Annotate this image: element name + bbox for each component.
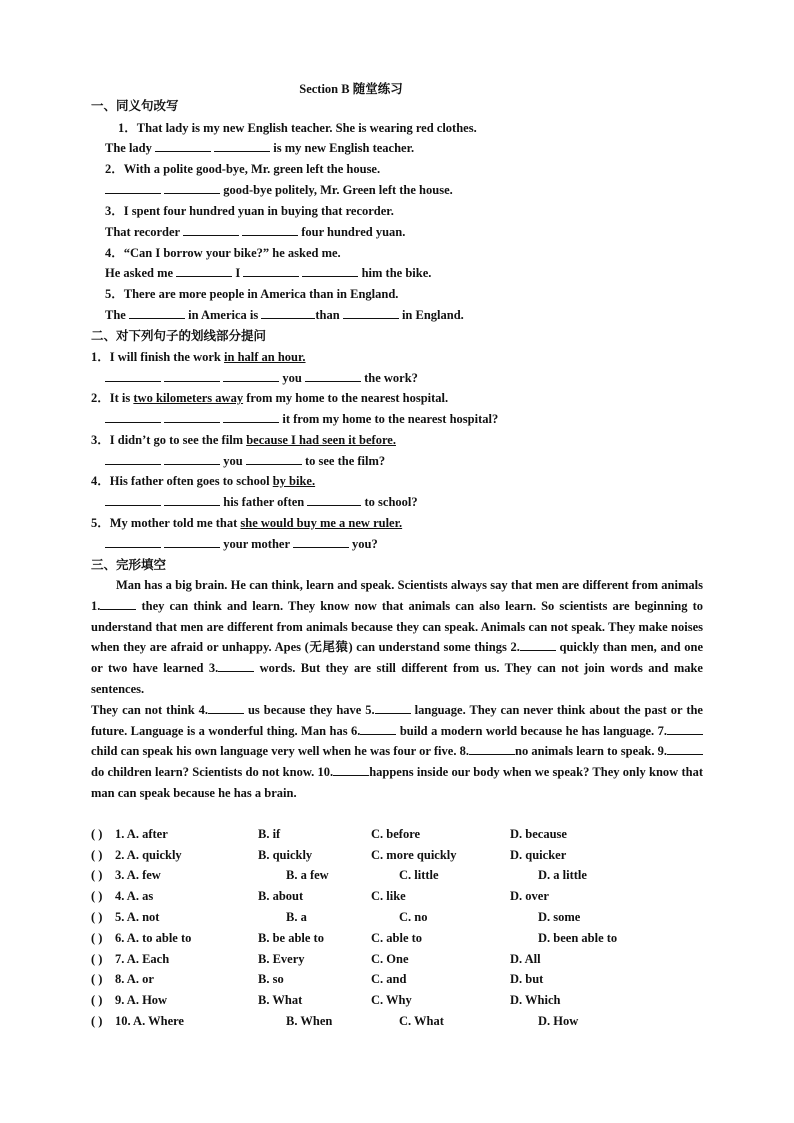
- blank[interactable]: [375, 701, 411, 714]
- blank[interactable]: [667, 742, 703, 755]
- s1-a3: [105, 224, 405, 240]
- blank[interactable]: [164, 453, 220, 465]
- option-c[interactable]: C. One: [371, 952, 409, 966]
- p1-t3: quickly than men, and one or two have learned 3.: [91, 640, 703, 676]
- blank[interactable]: [164, 494, 220, 506]
- option-a[interactable]: 9. A. How: [115, 993, 168, 1007]
- p2-t1: They can not think 4.: [91, 702, 208, 717]
- s1-q5: 5．There are more people in America than in England.: [105, 287, 399, 301]
- option-b[interactable]: B. Every: [258, 952, 305, 966]
- option-c[interactable]: C. little: [399, 868, 439, 882]
- blank[interactable]: [214, 140, 270, 152]
- blank[interactable]: [333, 763, 369, 776]
- s1-a3-pre: That recorder: [105, 225, 180, 239]
- option-b[interactable]: B. a few: [286, 868, 329, 882]
- s2-q1-underlined: in half an hour.: [224, 350, 306, 364]
- s1-a1-pre: The lady: [105, 141, 152, 155]
- option-a[interactable]: 2. A. quickly: [115, 848, 182, 862]
- blank[interactable]: [293, 536, 349, 548]
- option-c[interactable]: C. able to: [371, 931, 423, 945]
- blank[interactable]: [223, 411, 279, 423]
- option-d[interactable]: D. Which: [510, 993, 561, 1007]
- option-c[interactable]: C. more quickly: [371, 848, 457, 862]
- s1-a5-mid: in America is: [188, 308, 259, 322]
- s2-a3-post: to see the film?: [304, 454, 386, 468]
- answer-paren[interactable]: ( ): [91, 848, 103, 862]
- s2-q5-text: 5．My mother told me that: [91, 516, 241, 530]
- cloze-paragraph-1: [91, 575, 703, 700]
- blank[interactable]: [183, 224, 239, 236]
- blank[interactable]: [246, 453, 302, 465]
- option-b[interactable]: B. about: [258, 889, 304, 903]
- option-d[interactable]: D. How: [538, 1014, 579, 1028]
- blank[interactable]: [218, 659, 254, 672]
- s2-q5: [91, 515, 402, 531]
- option-a[interactable]: 3. A. few: [115, 868, 161, 882]
- option-a[interactable]: 1. A. after: [115, 827, 168, 841]
- s2-q1-text: 1．I will finish the work: [91, 350, 225, 364]
- option-d[interactable]: D. because: [510, 827, 567, 841]
- option-c[interactable]: C. and: [371, 972, 407, 986]
- s2-a2-post: it from my home to the nearest hospital?: [282, 412, 499, 426]
- option-d[interactable]: D. been able to: [538, 931, 618, 945]
- s2-a1-post: the work?: [364, 371, 418, 385]
- s1-a2: [105, 182, 453, 198]
- blank[interactable]: [242, 224, 298, 236]
- s2-q5-underlined: she would buy me a new ruler.: [240, 516, 403, 530]
- answer-paren[interactable]: ( ): [91, 910, 103, 924]
- s2-a2: [105, 411, 498, 427]
- s2-a5-mid: your mother: [223, 537, 290, 551]
- s1-a4: [105, 265, 431, 281]
- s2-q3-text: 3．I didn’t go to see the film: [91, 433, 247, 447]
- s1-a4-pre: He asked me: [105, 266, 174, 280]
- s1-q2: 2．With a polite good-bye, Mr. green left the house.: [105, 162, 381, 176]
- s1-a1-post: is my new English teacher.: [273, 141, 415, 155]
- s2-a4: [105, 494, 418, 510]
- option-d[interactable]: D. but: [510, 972, 544, 986]
- option-b[interactable]: B. so: [258, 972, 284, 986]
- s2-a4-mid: his father often: [223, 495, 305, 509]
- option-row: [91, 848, 703, 868]
- blank[interactable]: [105, 453, 161, 465]
- blank[interactable]: [302, 265, 358, 277]
- blank[interactable]: [105, 494, 161, 506]
- s2-a3-mid: you: [223, 454, 243, 468]
- s2-a1-mid: you: [282, 371, 302, 385]
- option-a[interactable]: 4. A. as: [115, 889, 154, 903]
- s2-q4-underlined: by bike.: [272, 474, 316, 488]
- answer-paren[interactable]: ( ): [91, 868, 103, 882]
- option-row: [91, 972, 703, 992]
- blank[interactable]: [261, 307, 315, 319]
- option-c[interactable]: C. like: [371, 889, 406, 903]
- s1-a2-post: good-bye politely, Mr. Green left the house.: [223, 183, 453, 197]
- option-d[interactable]: D. some: [538, 910, 581, 924]
- p2-t6: no animals learn to speak. 9.: [515, 744, 667, 759]
- s1-a4-mid: I: [235, 266, 241, 280]
- option-row: [91, 993, 703, 1013]
- section2-heading: 二、对下列句子的划线部分提问: [91, 329, 267, 343]
- option-b[interactable]: B. What: [258, 993, 303, 1007]
- blank[interactable]: [100, 597, 136, 610]
- option-a[interactable]: 10. A. Where: [115, 1014, 184, 1028]
- option-d[interactable]: D. over: [510, 889, 549, 903]
- s2-q2-post: from my home to the nearest hospital.: [243, 391, 449, 405]
- page-title: Section B 随堂练习: [299, 82, 403, 96]
- answer-paren[interactable]: ( ): [91, 993, 103, 1007]
- option-b[interactable]: B. When: [286, 1014, 333, 1028]
- blank[interactable]: [129, 307, 185, 319]
- answer-paren[interactable]: ( ): [91, 889, 103, 903]
- blank[interactable]: [164, 411, 220, 423]
- blank[interactable]: [223, 370, 279, 382]
- s1-q4: 4．“Can I borrow your bike?” he asked me.: [105, 246, 341, 260]
- s1-a5-pre: The: [105, 308, 126, 322]
- option-row: [91, 952, 703, 972]
- option-row: [91, 931, 703, 951]
- option-a[interactable]: 8. A. or: [115, 972, 154, 986]
- blank[interactable]: [164, 370, 220, 382]
- answer-paren[interactable]: ( ): [91, 972, 103, 986]
- s2-a5: [105, 536, 378, 552]
- blank[interactable]: [176, 265, 232, 277]
- blank[interactable]: [343, 307, 399, 319]
- s2-a4-post: to school?: [364, 495, 418, 509]
- s2-q2-text: 2．It is: [91, 391, 134, 405]
- p2-t8: happens inside our body when we speak? They only know that man can speak because he has a brain.: [91, 765, 703, 800]
- answer-paren[interactable]: ( ): [91, 931, 103, 945]
- section3-heading: 三、完形填空: [91, 558, 167, 572]
- blank[interactable]: [164, 182, 220, 194]
- blank[interactable]: [667, 722, 703, 735]
- p1-t2: they can think and learn. They know now that animals can also learn. So scientists are beginning to understand that men are different from animals because they can speak. Animals can not speak. They make noises when they are afraid or unhappy. Apes (无尾猿) can understand some things 2.: [91, 598, 703, 655]
- s1-a1: [105, 140, 414, 156]
- option-a[interactable]: 7. A. Each: [115, 952, 170, 966]
- option-row: [91, 1014, 703, 1034]
- blank[interactable]: [243, 265, 299, 277]
- option-a[interactable]: 5. A. not: [115, 910, 160, 924]
- option-row: [91, 910, 703, 930]
- s2-a5-post: you?: [352, 537, 378, 551]
- cloze-passage: [91, 575, 703, 804]
- p1-t4: words. But they are still different from us. They can not join words and make sentences.: [91, 661, 703, 696]
- s1-a5-mid2: than: [315, 308, 340, 322]
- option-b[interactable]: B. if: [258, 827, 281, 841]
- option-row: [91, 868, 703, 888]
- option-row: [91, 827, 703, 847]
- blank[interactable]: [105, 370, 161, 382]
- option-c[interactable]: C. Why: [371, 993, 412, 1007]
- blank[interactable]: [208, 701, 244, 714]
- option-c[interactable]: C. no: [399, 910, 428, 924]
- blank[interactable]: [520, 638, 556, 651]
- s2-q3-underlined: because I had seen it before.: [246, 433, 396, 447]
- option-b[interactable]: B. quickly: [258, 848, 313, 862]
- p2-t2: us because they have 5.: [244, 702, 375, 717]
- option-d[interactable]: D. quicker: [510, 848, 567, 862]
- option-a[interactable]: 6. A. to able to: [115, 931, 192, 945]
- s1-a3-post: four hundred yuan.: [301, 225, 406, 239]
- s1-a5: [105, 307, 464, 323]
- blank[interactable]: [360, 722, 396, 735]
- answer-paren[interactable]: ( ): [91, 952, 103, 966]
- blank[interactable]: [155, 140, 211, 152]
- blank[interactable]: [305, 370, 361, 382]
- blank[interactable]: [105, 536, 161, 548]
- p1-t1: Man has a big brain. He can think, learn and speak. Scientists always say that men are different from animals 1.: [91, 578, 703, 613]
- cloze-paragraph-2: [91, 700, 703, 804]
- blank[interactable]: [105, 411, 161, 423]
- s1-a4-post: him the bike.: [361, 266, 432, 280]
- s2-q3: [91, 432, 396, 448]
- answer-paren[interactable]: ( ): [91, 1014, 103, 1028]
- p2-t7: do children learn? Scientists do not know. 10.: [91, 765, 334, 780]
- option-d[interactable]: D. All: [510, 952, 541, 966]
- s2-q4: [91, 473, 315, 489]
- s2-q2: [91, 390, 448, 406]
- option-b[interactable]: B. a: [286, 910, 307, 924]
- option-c[interactable]: C. before: [371, 827, 421, 841]
- blank[interactable]: [164, 536, 220, 548]
- s2-a3: [105, 453, 385, 469]
- p2-t4: build a modern world because he has language. 7.: [396, 723, 667, 738]
- blank[interactable]: [307, 494, 361, 506]
- blank[interactable]: [105, 182, 161, 194]
- s1-q3: 3．I spent four hundred yuan in buying that recorder.: [105, 204, 394, 218]
- s2-q1: [91, 349, 306, 365]
- p2-t3: language. They can never think about the past or the future. Language is a wonderful thing. Man has 6.: [91, 702, 703, 738]
- option-b[interactable]: B. be able to: [258, 931, 324, 945]
- s1-a5-post: in England.: [401, 308, 464, 322]
- option-row: [91, 889, 703, 909]
- s2-q2-underlined: two kilometers away: [133, 391, 244, 405]
- blank[interactable]: [469, 742, 515, 755]
- option-d[interactable]: D. a little: [538, 868, 587, 882]
- option-c[interactable]: C. What: [399, 1014, 444, 1028]
- s1-q1: 1．That lady is my new English teacher. She is wearing red clothes.: [118, 121, 477, 135]
- s2-a1: [105, 370, 418, 386]
- section1-heading: 一、同义句改写: [91, 99, 179, 113]
- answer-paren[interactable]: ( ): [91, 827, 103, 841]
- p2-t5: child can speak his own language very well when he was four or five. 8.: [91, 744, 469, 759]
- s2-q4-text: 4．His father often goes to school: [91, 474, 273, 488]
